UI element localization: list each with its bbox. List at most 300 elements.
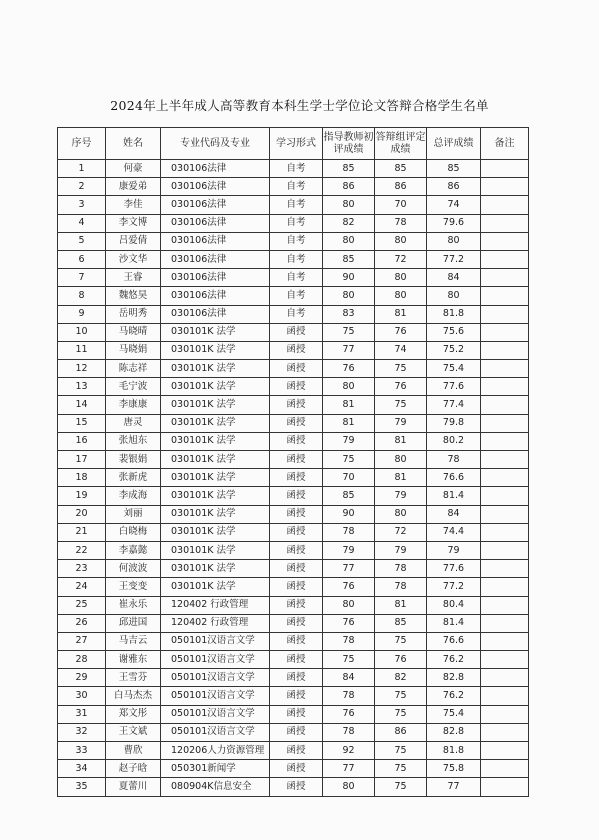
cell-panel-score: 85 [375,614,427,632]
cell-total-score: 75.8 [427,760,481,778]
cell-name: 毛宁波 [106,378,161,396]
cell-number: 34 [58,760,106,778]
table-row [58,378,529,396]
cell-total-score: 81.4 [427,487,481,505]
cell-major: 030106法律 [161,250,270,268]
table-row [58,250,529,268]
cell-remarks [481,378,529,396]
cell-name: 刘丽 [106,505,161,523]
table-row [58,160,529,178]
cell-total-score: 75.6 [427,323,481,341]
header-name: 姓名 [106,128,161,160]
page-title: 2024年上半年成人高等教育本科生学士学位论文答辩合格学生名单 [110,98,489,113]
cell-name: 郑文彤 [106,705,161,723]
cell-major: 080904K信息安全 [161,778,270,796]
cell-number: 15 [58,414,106,432]
cell-total-score: 77.6 [427,378,481,396]
cell-remarks [481,523,529,541]
table-row [58,632,529,650]
cell-major: 030106法律 [161,232,270,250]
cell-panel-score: 75 [375,705,427,723]
cell-major: 030101K 法学 [161,378,270,396]
cell-major: 120402 行政管理 [161,596,270,614]
cell-name: 康爱弟 [106,178,161,196]
cell-remarks [481,560,529,578]
header-panel-score: 答辩组评定成绩 [375,128,427,160]
table-row [58,178,529,196]
cell-major: 030101K 法学 [161,396,270,414]
cell-name: 裴银娟 [106,451,161,469]
cell-remarks [481,360,529,378]
cell-total-score: 79.8 [427,414,481,432]
cell-panel-score: 76 [375,323,427,341]
cell-study-mode: 函授 [270,687,323,705]
header-major: 专业代码及专业 [161,128,270,160]
cell-name: 夏蕾川 [106,778,161,796]
cell-number: 14 [58,396,106,414]
cell-total-score: 75.4 [427,360,481,378]
cell-number: 16 [58,432,106,450]
cell-remarks [481,269,529,287]
cell-number: 2 [58,178,106,196]
cell-name: 李成海 [106,487,161,505]
cell-number: 5 [58,232,106,250]
cell-remarks [481,469,529,487]
cell-study-mode: 自考 [270,232,323,250]
table-row [58,232,529,250]
table-row [58,705,529,723]
cell-name: 何豪 [106,160,161,178]
cell-panel-score: 86 [375,178,427,196]
cell-study-mode: 函授 [270,451,323,469]
cell-advisor-score: 80 [323,232,375,250]
cell-major: 050101汉语言文学 [161,669,270,687]
cell-study-mode: 函授 [270,560,323,578]
table-row [58,505,529,523]
cell-panel-score: 75 [375,396,427,414]
cell-advisor-score: 80 [323,778,375,796]
cell-total-score: 75.2 [427,341,481,359]
cell-total-score: 76.2 [427,651,481,669]
cell-advisor-score: 85 [323,487,375,505]
cell-study-mode: 函授 [270,778,323,796]
cell-name: 张新虎 [106,469,161,487]
cell-number: 7 [58,269,106,287]
cell-panel-score: 74 [375,341,427,359]
header-total-score: 总评成绩 [427,128,481,160]
cell-study-mode: 自考 [270,269,323,287]
cell-advisor-score: 76 [323,360,375,378]
cell-remarks [481,323,529,341]
cell-total-score: 84 [427,505,481,523]
cell-panel-score: 75 [375,778,427,796]
cell-panel-score: 81 [375,469,427,487]
cell-number: 21 [58,523,106,541]
table-row [58,687,529,705]
cell-panel-score: 78 [375,578,427,596]
cell-panel-score: 86 [375,723,427,741]
cell-remarks [481,632,529,650]
cell-major: 030106法律 [161,160,270,178]
cell-study-mode: 自考 [270,196,323,214]
cell-major: 030101K 法学 [161,487,270,505]
cell-study-mode: 函授 [270,341,323,359]
cell-remarks [481,414,529,432]
header-number: 序号 [58,128,106,160]
cell-advisor-score: 90 [323,269,375,287]
cell-total-score: 81.4 [427,614,481,632]
cell-number: 1 [58,160,106,178]
cell-remarks [481,160,529,178]
cell-panel-score: 78 [375,214,427,232]
cell-name: 马晓娟 [106,341,161,359]
cell-study-mode: 函授 [270,742,323,760]
cell-name: 赵子晗 [106,760,161,778]
cell-study-mode: 自考 [270,250,323,268]
cell-major: 030101K 法学 [161,414,270,432]
table-row [58,487,529,505]
table-row [58,523,529,541]
table-row [58,196,529,214]
cell-name: 李佳 [106,196,161,214]
cell-number: 26 [58,614,106,632]
cell-advisor-score: 76 [323,614,375,632]
cell-panel-score: 80 [375,287,427,305]
cell-major: 030101K 法学 [161,451,270,469]
table-row [58,614,529,632]
cell-advisor-score: 76 [323,705,375,723]
cell-major: 030106法律 [161,287,270,305]
cell-study-mode: 自考 [270,160,323,178]
cell-total-score: 85 [427,160,481,178]
cell-panel-score: 72 [375,523,427,541]
table-body [58,160,529,797]
cell-advisor-score: 80 [323,378,375,396]
cell-major: 030101K 法学 [161,469,270,487]
cell-remarks [481,705,529,723]
cell-total-score: 77.2 [427,250,481,268]
table-row [58,432,529,450]
table-row [58,723,529,741]
cell-panel-score: 70 [375,196,427,214]
cell-study-mode: 函授 [270,614,323,632]
cell-number: 6 [58,250,106,268]
table-row [58,760,529,778]
cell-study-mode: 函授 [270,414,323,432]
cell-panel-score: 72 [375,250,427,268]
cell-name: 李文博 [106,214,161,232]
cell-study-mode: 函授 [270,505,323,523]
table-row [58,396,529,414]
cell-study-mode: 函授 [270,669,323,687]
cell-remarks [481,614,529,632]
cell-total-score: 80 [427,287,481,305]
table-row [58,742,529,760]
cell-advisor-score: 85 [323,160,375,178]
cell-number: 20 [58,505,106,523]
cell-major: 030101K 法学 [161,541,270,559]
cell-number: 33 [58,742,106,760]
cell-advisor-score: 90 [323,505,375,523]
cell-panel-score: 81 [375,305,427,323]
cell-major: 030106法律 [161,214,270,232]
cell-number: 11 [58,341,106,359]
cell-advisor-score: 80 [323,596,375,614]
cell-number: 12 [58,360,106,378]
cell-remarks [481,341,529,359]
cell-remarks [481,287,529,305]
cell-panel-score: 82 [375,669,427,687]
cell-total-score: 86 [427,178,481,196]
cell-total-score: 74 [427,196,481,214]
cell-panel-score: 75 [375,632,427,650]
header-remarks: 备注 [481,128,529,160]
cell-remarks [481,305,529,323]
cell-study-mode: 函授 [270,360,323,378]
cell-total-score: 80.4 [427,596,481,614]
cell-major: 030101K 法学 [161,523,270,541]
cell-panel-score: 79 [375,414,427,432]
cell-panel-score: 75 [375,742,427,760]
cell-number: 29 [58,669,106,687]
cell-major: 030101K 法学 [161,341,270,359]
cell-name: 王雪芬 [106,669,161,687]
cell-total-score: 79 [427,541,481,559]
cell-study-mode: 自考 [270,178,323,196]
results-table [57,127,529,797]
cell-advisor-score: 70 [323,469,375,487]
header-study-mode: 学习形式 [270,128,323,160]
cell-advisor-score: 81 [323,396,375,414]
cell-advisor-score: 80 [323,287,375,305]
cell-remarks [481,250,529,268]
cell-remarks [481,742,529,760]
cell-study-mode: 函授 [270,705,323,723]
cell-total-score: 77.2 [427,578,481,596]
cell-advisor-score: 83 [323,305,375,323]
cell-major: 050101汉语言文学 [161,651,270,669]
table-row [58,360,529,378]
cell-name: 李嘉懿 [106,541,161,559]
cell-total-score: 80.2 [427,432,481,450]
cell-study-mode: 函授 [270,632,323,650]
cell-study-mode: 函授 [270,323,323,341]
cell-name: 吕爱倩 [106,232,161,250]
table-row [58,669,529,687]
cell-advisor-score: 75 [323,323,375,341]
cell-number: 32 [58,723,106,741]
cell-remarks [481,778,529,796]
cell-advisor-score: 75 [323,651,375,669]
cell-name: 王睿 [106,269,161,287]
cell-total-score: 84 [427,269,481,287]
cell-remarks [481,432,529,450]
cell-name: 陈志祥 [106,360,161,378]
cell-major: 030101K 法学 [161,432,270,450]
cell-study-mode: 函授 [270,723,323,741]
cell-study-mode: 函授 [270,651,323,669]
cell-major: 050101汉语言文学 [161,705,270,723]
cell-panel-score: 81 [375,596,427,614]
cell-advisor-score: 86 [323,178,375,196]
cell-panel-score: 75 [375,360,427,378]
cell-major: 030101K 法学 [161,360,270,378]
cell-number: 25 [58,596,106,614]
cell-name: 王文斌 [106,723,161,741]
cell-study-mode: 函授 [270,596,323,614]
cell-remarks [481,232,529,250]
cell-advisor-score: 78 [323,687,375,705]
cell-name: 张旭东 [106,432,161,450]
cell-major: 030101K 法学 [161,578,270,596]
cell-number: 18 [58,469,106,487]
cell-major: 030106法律 [161,305,270,323]
cell-study-mode: 自考 [270,214,323,232]
cell-advisor-score: 79 [323,432,375,450]
cell-remarks [481,214,529,232]
cell-total-score: 77 [427,778,481,796]
cell-remarks [481,578,529,596]
cell-number: 4 [58,214,106,232]
table-row [58,578,529,596]
cell-number: 31 [58,705,106,723]
cell-major: 050101汉语言文学 [161,723,270,741]
cell-total-score: 82.8 [427,669,481,687]
table-row [58,305,529,323]
table-row [58,541,529,559]
cell-total-score: 76.2 [427,687,481,705]
cell-remarks [481,651,529,669]
cell-total-score: 76.6 [427,469,481,487]
cell-total-score: 77.6 [427,560,481,578]
cell-total-score: 76.6 [427,632,481,650]
cell-name: 白马杰杰 [106,687,161,705]
table-row [58,287,529,305]
cell-number: 27 [58,632,106,650]
cell-advisor-score: 85 [323,250,375,268]
cell-advisor-score: 78 [323,632,375,650]
cell-major: 050101汉语言文学 [161,687,270,705]
cell-study-mode: 函授 [270,469,323,487]
cell-name: 唐灵 [106,414,161,432]
cell-name: 马晓晴 [106,323,161,341]
cell-panel-score: 75 [375,760,427,778]
cell-total-score: 79.6 [427,214,481,232]
cell-study-mode: 函授 [270,487,323,505]
cell-name: 王变变 [106,578,161,596]
table-row [58,451,529,469]
cell-study-mode: 函授 [270,578,323,596]
cell-panel-score: 76 [375,378,427,396]
cell-panel-score: 79 [375,541,427,559]
cell-name: 魏悠昊 [106,287,161,305]
cell-advisor-score: 81 [323,414,375,432]
cell-number: 22 [58,541,106,559]
cell-panel-score: 78 [375,560,427,578]
cell-panel-score: 80 [375,269,427,287]
cell-panel-score: 81 [375,432,427,450]
cell-name: 崔永乐 [106,596,161,614]
table-row [58,323,529,341]
cell-remarks [481,487,529,505]
cell-advisor-score: 76 [323,578,375,596]
cell-panel-score: 80 [375,451,427,469]
cell-study-mode: 函授 [270,432,323,450]
cell-total-score: 77.4 [427,396,481,414]
cell-major: 050301新闻学 [161,760,270,778]
cell-panel-score: 75 [375,687,427,705]
cell-advisor-score: 84 [323,669,375,687]
cell-number: 13 [58,378,106,396]
cell-major: 030106法律 [161,178,270,196]
cell-total-score: 78 [427,451,481,469]
cell-study-mode: 函授 [270,760,323,778]
header-advisor-score: 指导教师初评成绩 [323,128,375,160]
cell-major: 030101K 法学 [161,560,270,578]
cell-remarks [481,669,529,687]
cell-advisor-score: 78 [323,723,375,741]
cell-panel-score: 80 [375,232,427,250]
cell-remarks [481,723,529,741]
cell-number: 3 [58,196,106,214]
cell-name: 何波波 [106,560,161,578]
table-row [58,778,529,796]
cell-major: 030101K 法学 [161,323,270,341]
cell-study-mode: 函授 [270,523,323,541]
cell-advisor-score: 82 [323,214,375,232]
table-row [58,214,529,232]
cell-number: 19 [58,487,106,505]
cell-total-score: 80 [427,232,481,250]
cell-name: 曹欣 [106,742,161,760]
cell-name: 马吉云 [106,632,161,650]
cell-remarks [481,760,529,778]
table-row [58,269,529,287]
cell-total-score: 81.8 [427,742,481,760]
cell-name: 沙文华 [106,250,161,268]
cell-number: 30 [58,687,106,705]
cell-number: 17 [58,451,106,469]
cell-advisor-score: 77 [323,560,375,578]
cell-major: 050101汉语言文学 [161,632,270,650]
table-row [58,469,529,487]
cell-remarks [481,396,529,414]
cell-advisor-score: 80 [323,196,375,214]
cell-number: 23 [58,560,106,578]
cell-remarks [481,505,529,523]
cell-advisor-score: 77 [323,760,375,778]
cell-advisor-score: 79 [323,541,375,559]
cell-total-score: 82.8 [427,723,481,741]
cell-name: 李康康 [106,396,161,414]
cell-name: 岳明秀 [106,305,161,323]
table-row [58,651,529,669]
cell-advisor-score: 77 [323,341,375,359]
cell-number: 28 [58,651,106,669]
cell-advisor-score: 75 [323,451,375,469]
cell-number: 8 [58,287,106,305]
cell-remarks [481,178,529,196]
cell-panel-score: 79 [375,487,427,505]
cell-remarks [481,596,529,614]
cell-name: 邱进国 [106,614,161,632]
cell-advisor-score: 92 [323,742,375,760]
cell-major: 120402 行政管理 [161,614,270,632]
cell-study-mode: 自考 [270,287,323,305]
cell-number: 10 [58,323,106,341]
table-row [58,414,529,432]
table-header-row [58,128,529,160]
